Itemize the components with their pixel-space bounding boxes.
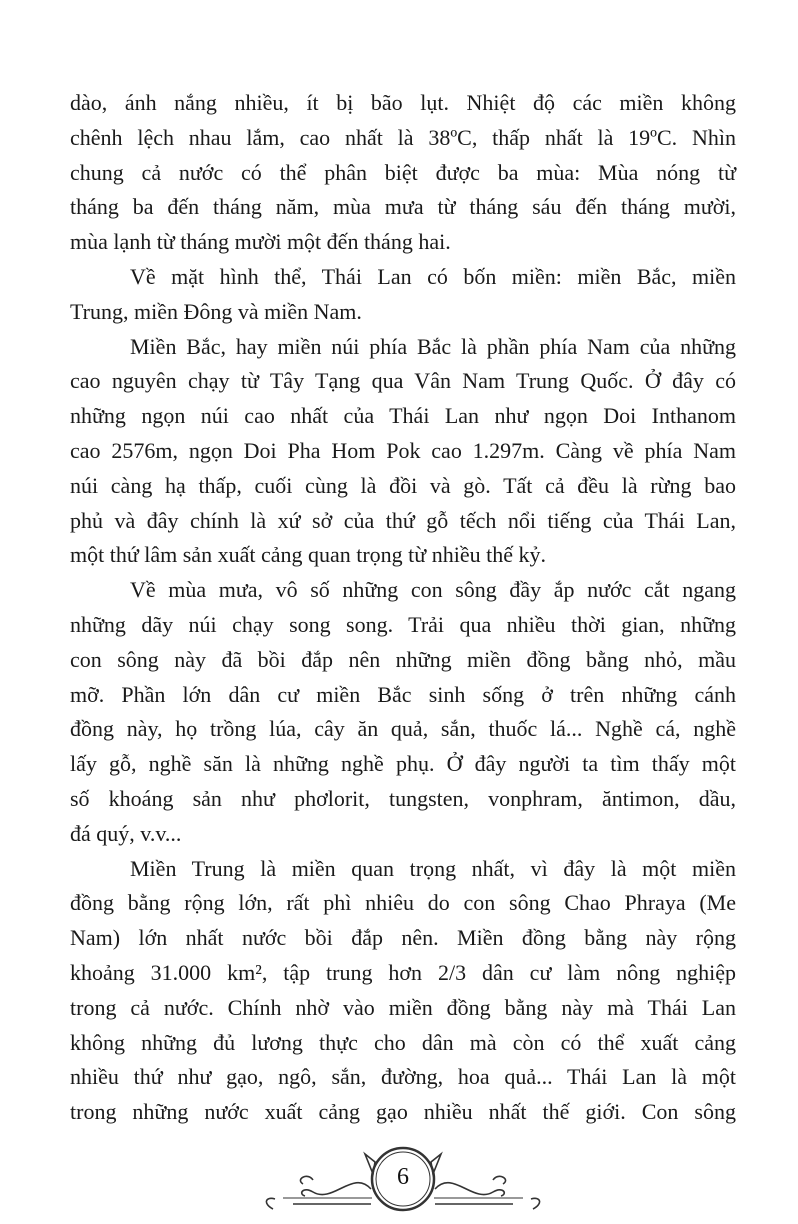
text-line: Trung, miền Đông và miền Nam. (70, 298, 362, 324)
text-line: nhiều thứ như gạo, ngô, sắn, đường, hoa quả... Thái Lan là một (70, 1064, 736, 1090)
text-line: núi càng hạ thấp, cuối cùng là đồi và gò. Tất cả đều là rừng bao (70, 472, 736, 498)
page-number: 6 (397, 1163, 409, 1190)
text-line: Miền Bắc, hay miền núi phía Bắc là phần phía Nam của những (130, 333, 736, 359)
text-line: đá quý, v.v... (70, 820, 182, 846)
page-column (70, 86, 736, 1224)
text-line: đồng này, họ trồng lúa, cây ăn quả, sắn, thuốc lá... Nghề cá, nghề (70, 716, 736, 742)
text-line: đồng bằng rộng lớn, rất phì nhiêu do con sông Chao Phraya (Me (70, 890, 736, 916)
text-line: Nam) lớn nhất nước bồi đắp nên. Miền đồng bằng này rộng (70, 925, 736, 951)
text-line: dào, ánh nắng nhiều, ít bị bão lụt. Nhiệt độ các miền không (70, 90, 736, 115)
text-line: những ngọn núi cao nhất của Thái Lan như ngọn Doi Inthanom (70, 403, 736, 429)
text-line: khoảng 31.000 km², tập trung hơn 2/3 dân cư làm nông nghiệp (70, 959, 736, 985)
text-line: chung cả nước có thể phân biệt được ba mùa: Mùa nóng từ (70, 159, 736, 185)
text-line: Về mặt hình thể, Thái Lan có bốn miền: miền Bắc, miền (130, 263, 736, 289)
text-line: một thứ lâm sản xuất cảng quan trọng từ nhiều thế kỷ. (70, 542, 546, 568)
text-line: tháng ba đến tháng năm, mùa mưa từ tháng sáu đến tháng mười, (70, 194, 736, 220)
text-line: lấy gỗ, nghề săn là những nghề phụ. Ở đây người ta tìm thấy một (70, 751, 736, 777)
text-line: phủ và đây chính là xứ sở của thứ gỗ tếch nổi tiếng của Thái Lan, (70, 507, 736, 533)
text-line: con sông này đã bồi đắp nên những miền đồng bằng nhỏ, mầu (70, 646, 736, 672)
text-line: những dãy núi chạy song song. Trải qua nhiều thời gian, những (70, 611, 736, 637)
page-footer (253, 1144, 553, 1224)
text-line: mỡ. Phần lớn dân cư miền Bắc sinh sống ở trên những cánh (70, 681, 736, 707)
text-line: cao nguyên chạy từ Tây Tạng qua Vân Nam Trung Quốc. Ở đây có (70, 368, 736, 394)
text-line: trong những nước xuất cảng gạo nhiều nhất thế giới. Con sông (70, 1099, 736, 1125)
text-line: mùa lạnh từ tháng mười một đến tháng hai. (70, 229, 451, 255)
text-line: chênh lệch nhau lắm, cao nhất là 38ºC, thấp nhất là 19ºC. Nhìn (70, 124, 736, 150)
page-body-text (70, 86, 736, 1130)
text-line: số khoáng sản như phơlorit, tungsten, vonphram, ăntimon, dầu, (70, 785, 736, 811)
text-line: cao 2576m, ngọn Doi Pha Hom Pok cao 1.297m. Càng về phía Nam (70, 437, 736, 463)
text-line: Miền Trung là miền quan trọng nhất, vì đây là một miền (130, 855, 736, 881)
text-line: trong cả nước. Chính nhờ vào miền đồng bằng này mà Thái Lan (70, 994, 736, 1020)
text-line: Về mùa mưa, vô số những con sông đầy ắp nước cắt ngang (130, 577, 736, 603)
text-line: không những đủ lương thực cho dân mà còn có thể xuất cảng (70, 1029, 736, 1055)
